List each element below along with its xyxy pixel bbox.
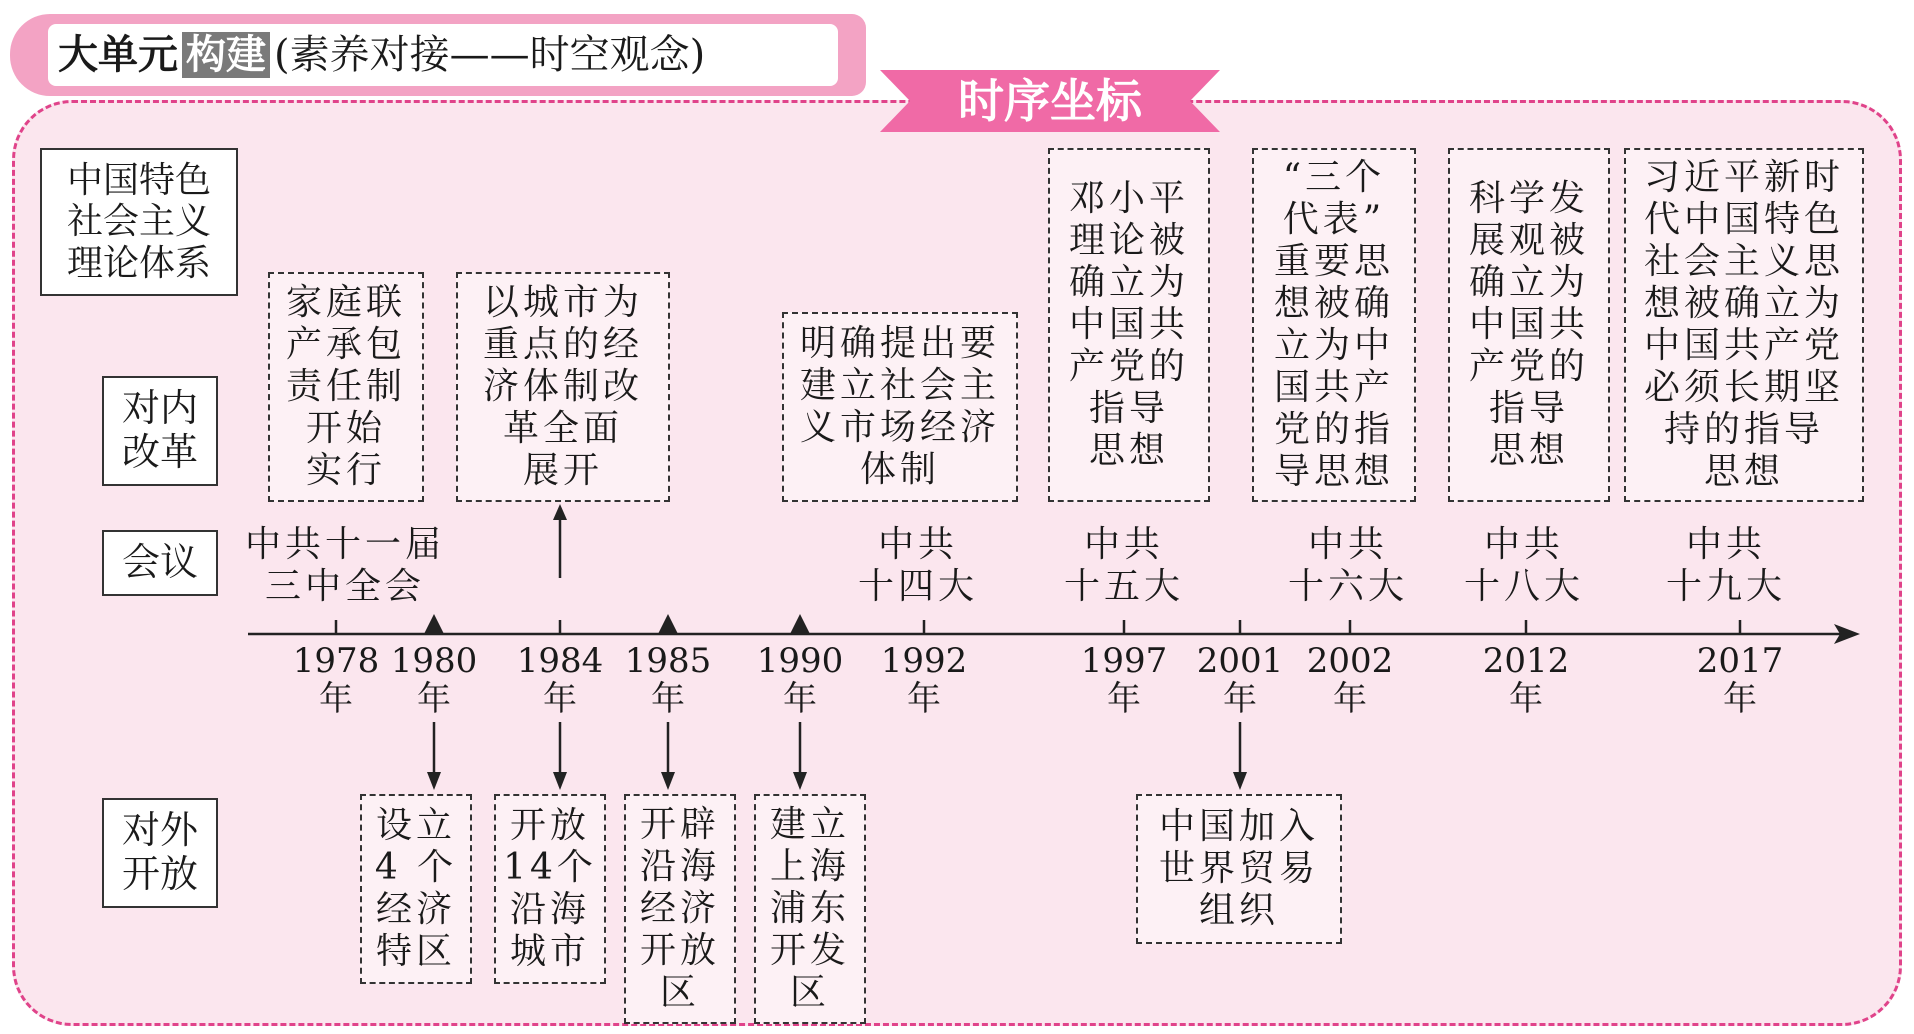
reform-event-text: 以城市为 重点的经 济体制改 革全面 展开 [482,282,643,491]
opening-event-text: 建立 上海 浦东 开发 区 [769,804,850,1013]
opening-event-text: 设立 4 个 经济 特区 [374,805,458,972]
year-1978: 1978 年 [292,641,380,719]
year-1985: 1985 年 [624,641,712,719]
year-2002: 2002 年 [1306,641,1394,719]
ribbon-label: 时序坐标 [958,74,1142,128]
category-meeting-label: 会议 [121,540,198,585]
theory-event-text: “三个 代表” 重要思 想被确 立为中 国共产 党的指 导思想 [1273,157,1394,492]
year-1997: 1997 年 [1080,641,1168,719]
theory-event-text: 科学发 展观被 确立为 中国共 产党的 指导 思想 [1468,178,1589,471]
year-1992: 1992 年 [880,641,968,719]
year-1990: 1990 年 [756,641,844,719]
year-1980: 1980 年 [390,641,478,719]
reform-event-text: 明确提出要 建立社会主 义市场经济 体制 [799,323,1000,490]
meeting-15th-congress: 中共 十五大 [1063,524,1184,607]
category-opening-label: 对外 开放 [121,808,198,896]
opening-event-14-cities [494,794,606,984]
opening-event-pudong [754,794,866,1024]
year-2017: 2017 年 [1696,641,1784,719]
opening-event-text: 中国加入 世界贸易 组织 [1158,806,1319,931]
theory-event-text: 习近平新时 代中国特色 社会主义思 想被确立为 中国共产党 必须长期坚 持的指导 思想 [1643,157,1844,492]
opening-event-sez [360,794,472,984]
title-main: 大单元 [58,32,178,78]
category-reform-label: 对内 改革 [121,386,198,474]
title-highlight: 构建 [182,32,270,78]
meeting-14th-congress: 中共 十四大 [857,524,978,607]
year-2001: 2001 年 [1196,641,1284,719]
opening-event-text: 开放 14个 沿海 城市 [503,805,597,972]
opening-event-wto [1136,794,1342,944]
year-2012: 2012 年 [1482,641,1570,719]
meeting-18th-congress: 中共 十八大 [1463,524,1584,607]
category-theory-label: 中国特色 社会主义 理论体系 [66,159,211,284]
meeting-11th-3rd-plenum: 中共十一届 三中全会 [244,524,445,607]
meeting-16th-congress: 中共 十六大 [1287,524,1408,607]
year-1984: 1984 年 [516,641,604,719]
reform-event-text: 家庭联 产承包 责任制 开始 实行 [285,282,406,491]
title-subtitle: (素养对接——时空观念) [274,32,706,78]
meeting-19th-congress: 中共 十九大 [1665,524,1786,607]
theory-event-text: 邓小平 理论被 确立为 中国共 产党的 指导 思想 [1068,178,1189,471]
opening-event-text: 开辟 沿海 经济 开放 区 [639,804,720,1013]
opening-event-coastal-zones [624,794,736,1024]
